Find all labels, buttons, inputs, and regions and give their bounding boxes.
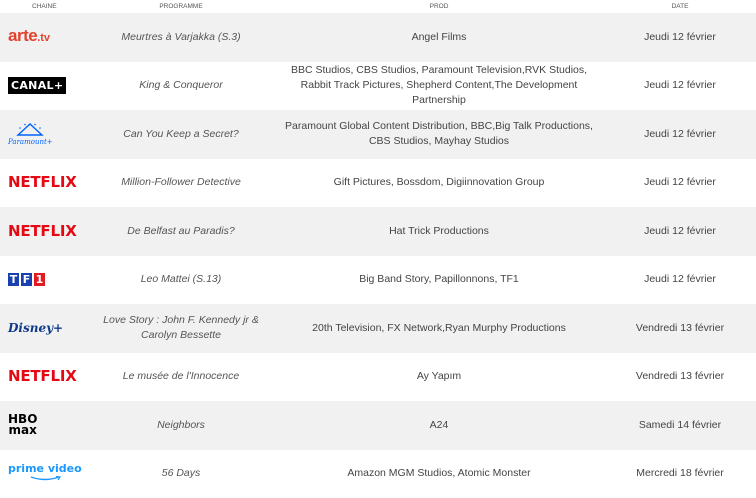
prod-cell: BBC Studios, CBS Studios, Paramount Television,RVK Studios, Rabbit Track Pictures, Shepherd Content,The Development Partnership: [274, 62, 604, 111]
mountain-icon: [15, 122, 45, 136]
table-row: [0, 13, 756, 62]
table-row: [0, 256, 756, 305]
channel-cell: [0, 159, 88, 208]
date-cell: Jeudi 12 février: [604, 207, 756, 256]
prod-cell: 20th Television, FX Network,Ryan Murphy Productions: [274, 304, 604, 353]
programme-cell: Neighbors: [88, 401, 274, 450]
table-row: [0, 353, 756, 402]
netflix-logo-icon: NETFLIX: [8, 367, 77, 386]
channel-cell: [0, 110, 88, 159]
channel-cell: [0, 62, 88, 111]
prod-cell: Ay Yapım: [274, 353, 604, 402]
channel-cell: [0, 401, 88, 450]
programme-cell: Love Story : John F. Kennedy jr & Carolyn Bessette: [88, 304, 274, 353]
prod-cell: Gift Pictures, Bossdom, Digiinnovation Group: [274, 159, 604, 208]
date-cell: Jeudi 12 février: [604, 13, 756, 62]
programme-cell: Le musée de l'Innocence: [88, 353, 274, 402]
header-chaine: CHAINE: [32, 3, 57, 10]
arte-logo-icon: arte.tv: [8, 26, 51, 46]
programme-cell: Leo Mattei (S.13): [88, 256, 274, 305]
programme-cell: Meurtres à Varjakka (S.3): [88, 13, 274, 62]
table-row: [0, 401, 756, 450]
table-row: [0, 110, 756, 159]
date-cell: Jeudi 12 février: [604, 62, 756, 111]
channel-cell: [0, 256, 88, 305]
prod-cell: Angel Films: [274, 13, 604, 62]
header-date: DATE: [671, 3, 689, 10]
netflix-logo-icon: NETFLIX: [8, 221, 77, 240]
date-cell: Vendredi 13 février: [604, 353, 756, 402]
channel-cell: [0, 353, 88, 402]
channel-cell: [0, 304, 88, 353]
date-cell: Vendredi 13 février: [604, 304, 756, 353]
date-cell: Jeudi 12 février: [604, 159, 756, 208]
prod-cell: Paramount Global Content Distribution, BBC,Big Talk Productions, CBS Studios, Mayhay Studios: [274, 110, 604, 159]
programme-cell: King & Conqueror: [88, 62, 274, 111]
table-row: [0, 450, 756, 498]
programme-cell: De Belfast au Paradis?: [88, 207, 274, 256]
prod-cell: Hat Trick Productions: [274, 207, 604, 256]
netflix-logo-icon: NETFLIX: [8, 173, 77, 192]
date-cell: Samedi 14 février: [604, 401, 756, 450]
table-row: [0, 207, 756, 256]
prod-cell: Big Band Story, Papillonnons, TF1: [274, 256, 604, 305]
table-row: [0, 62, 756, 111]
table-row: [0, 304, 756, 353]
date-cell: Jeudi 12 février: [604, 110, 756, 159]
prod-cell: A24: [274, 401, 604, 450]
canal-plus-logo-icon: CANAL+: [8, 77, 66, 94]
channel-cell: [0, 450, 88, 498]
prime-video-logo-icon: prime video: [8, 464, 82, 484]
header-prod: PROD: [429, 3, 449, 10]
date-cell: Mercredi 18 février: [604, 450, 756, 498]
paramount-plus-logo-icon: Paramount+: [8, 122, 53, 146]
table-row: [0, 159, 756, 208]
channel-cell: [0, 13, 88, 62]
disney-plus-logo-icon: Disney+: [8, 320, 64, 335]
programme-cell: Can You Keep a Secret?: [88, 110, 274, 159]
hbo-max-logo-icon: HBO max: [8, 412, 38, 438]
prod-cell: Amazon MGM Studios, Atomic Monster: [274, 450, 604, 498]
programme-cell: 56 Days: [88, 450, 274, 498]
programme-cell: Million-Follower Detective: [88, 159, 274, 208]
header-row: [0, 0, 756, 13]
tf1-logo-icon: T F 1: [9, 272, 44, 286]
header-programme: PROGRAMME: [159, 3, 203, 10]
smile-arrow-icon: [27, 476, 63, 482]
date-cell: Jeudi 12 février: [604, 256, 756, 305]
channel-cell: [0, 207, 88, 256]
